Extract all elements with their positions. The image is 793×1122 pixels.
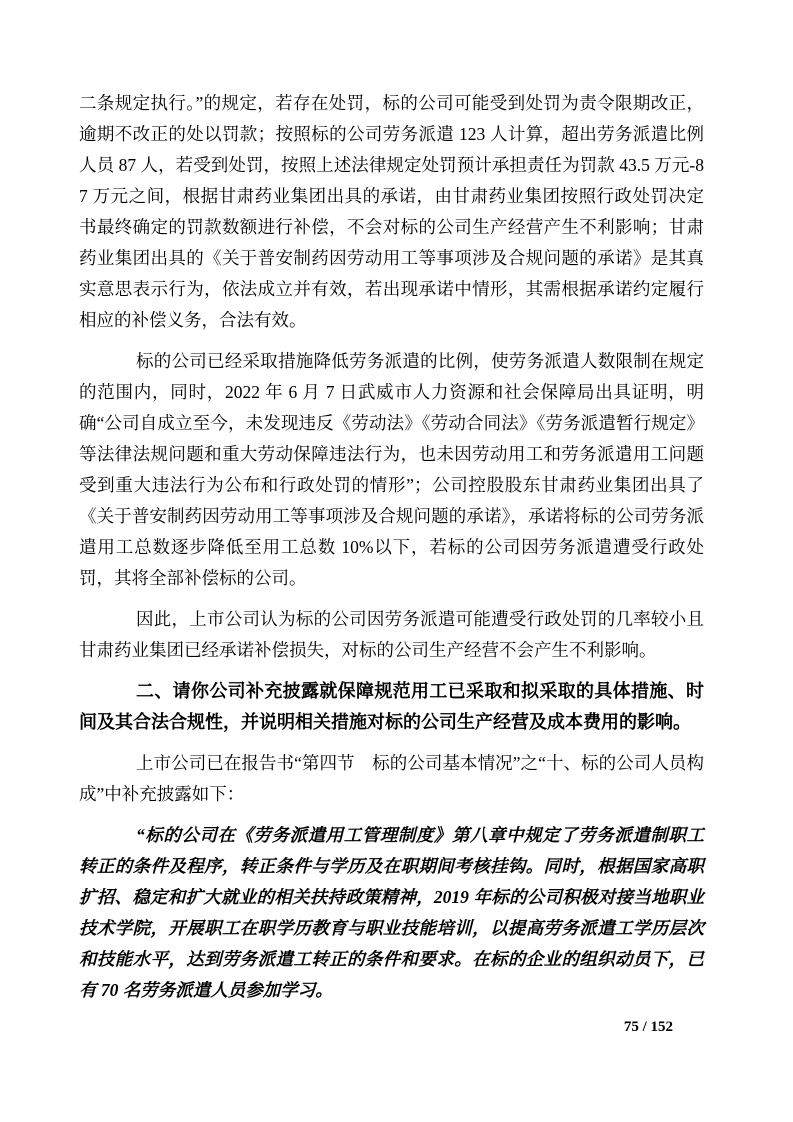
- page-body-text: [79, 88, 704, 1016]
- page-number: 75 / 152: [623, 1019, 673, 1035]
- paragraph-quoted-disclosure: “标的公司在《劳务派遣用工管理制度》第八章中规定了劳务派遣制职工转正的条件及程序，转正条件与学历及在职期间考核挂钩。同时，根据国家高职扩招、稳定和扩大就业的相关扶持政策精神，2019 年标的公司积极对接当地职业技术学院，开展职工在职学历教育与职业技能培训，以提高劳务派遣工学历层次和技能水平，达到劳务派遣工转正的条件和要求。在标的企业的组织动员下，已有 70 名劳务派遣人员参加学习。: [79, 825, 704, 1000]
- paragraph-penalty-estimate-continuation: 二条规定执行。”的规定，若存在处罚，标的公司可能受到处罚为责令限期改正，逾期不改正的处以罚款；按照标的公司劳务派遣 123 人计算，超出劳务派遣比例人员 87 人，若受到处罚，按照上述法律规定处罚预计承担责任为罚款 43.5 万元-87 万元之间，根据甘肃药业集团出具的承诺，由甘肃药业集团按照行政处罚决定书最终确定的罚款数额进行补偿，不会对标的公司生产经营产生不利影响；甘肃药业集团出具的《关于普安制药因劳动用工等事项涉及合规问题的承诺》是其真实意思表示行为，依法成立并有效，若出现承诺中情形，其需根据承诺约定履行相应的补偿义务，合法有效。: [79, 93, 704, 330]
- paragraph-dispatch-ratio-measures: 标的公司已经采取措施降低劳务派遣的比例，使劳务派遣人数限制在规定的范围内，同时，2022 年 6 月 7 日武威市人力资源和社会保障局出具证明，明确“公司自成立至今，未发现违反《劳动法》《劳动合同法》《劳务派遣暂行规定》等法律法规问题和重大劳动保障违法行为，也未因劳动用工和劳务派遣用工问题受到重大违法行为公布和行政处罚的情形”；公司控股股东甘肃药业集团出具了《关于普安制药因劳动用工等事项涉及合规问题的承诺》，承诺将标的公司劳务派遣用工总数逐步降低至用工总数 10%以下，若标的公司因劳务派遣遭受行政处罚，其将全部补偿标的公司。: [79, 351, 704, 588]
- paragraph-disclosure-reference: 上市公司已在报告书“第四节 标的公司基本情况”之“十、标的公司人员构成”中补充披露如下：: [79, 753, 704, 804]
- paragraph-conclusion: 因此，上市公司认为标的公司因劳务派遣可能遭受行政处罚的几率较小且甘肃药业集团已经承诺补偿损失，对标的公司生产经营不会产生不利影响。: [79, 609, 704, 660]
- section-heading-question-2: 二、请你公司补充披露就保障规范用工已采取和拟采取的具体措施、时间及其合法合规性，并说明相关措施对标的公司生产经营及成本费用的影响。: [79, 681, 704, 732]
